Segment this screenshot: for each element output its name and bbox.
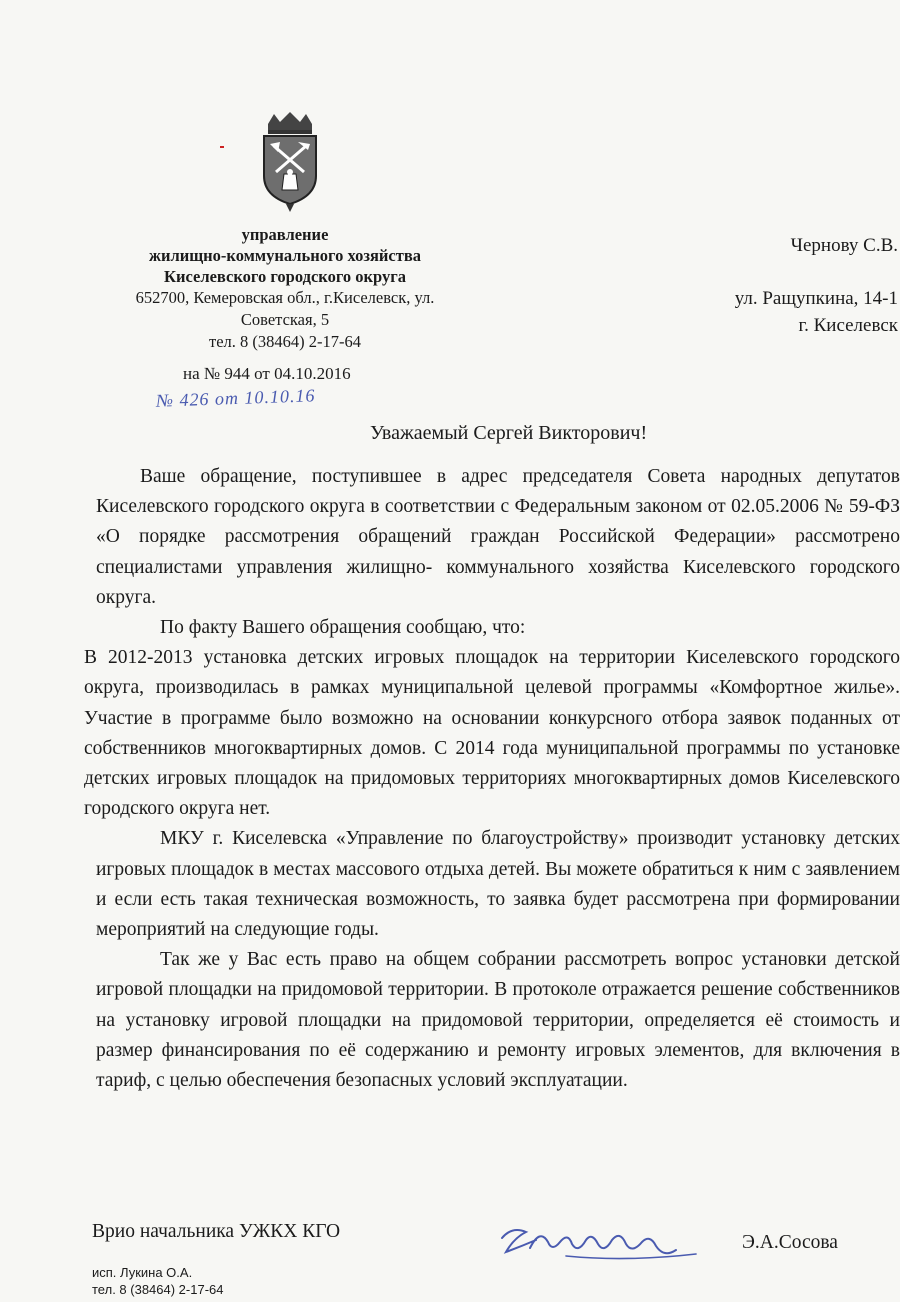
phone: тел. 8 (38464) 2-17-64 <box>209 332 361 351</box>
recipient-block <box>735 232 898 339</box>
coat-of-arms-icon <box>258 110 322 214</box>
recipient-name: Чернову С.В. <box>790 235 898 256</box>
signatory-name: Э.А.Сосова <box>742 1232 838 1253</box>
handwritten-signature <box>496 1218 706 1270</box>
sender-block <box>90 224 480 353</box>
org-line-2: жилищно-коммунального хозяйства <box>149 246 421 265</box>
red-mark <box>220 146 224 148</box>
executor-phone: тел. 8 (38464) 2-17-64 <box>92 1282 224 1297</box>
org-line-3: Киселевского городского округа <box>164 267 406 286</box>
paragraph-1: Ваше обращение, поступившее в адрес председателя Совета народных депутатов Киселевского городского округа в соответствии с Федеральным законом от 02.05.2006 № 59-ФЗ «О порядке рассмотрения обращений граждан Российской Федерации» рассмотрено специалистами управления жилищно- коммунального хозяйства Киселевского городского округа. <box>96 466 900 608</box>
org-line-1: управление <box>241 225 329 244</box>
paragraph-5: Так же у Вас есть право на общем собрании рассмотреть вопрос установки детской игровой площадки на придомовой территории. В протоколе отражается решение собственников на установку игровой площадки на придомовой территории, определяется её стоимость и размер финансирования по её содержанию и ремонту игровых элементов, для включения в тариф, с целью обеспечения безопасных условий эксплуатации. <box>96 949 900 1092</box>
handwritten-reference: № 426 от 10.10.16 <box>155 385 316 411</box>
recipient-city: г. Киселевск <box>798 315 898 336</box>
signatory-title: Врио начальника УЖКХ КГО <box>92 1221 341 1242</box>
paragraph-2: По факту Вашего обращения сообщаю, что: <box>160 617 526 639</box>
letter-body <box>84 462 900 1096</box>
address-line-2: Советская, 5 <box>240 310 330 329</box>
executor-name: исп. Лукина О.А. <box>92 1265 193 1280</box>
paragraph-3: В 2012-2013 установка детских игровых площадок на территории Киселевского городского округа, производилась в рамках муниципальной целевой программы «Комфортное жилье». Участие в программе было возможно на основании конкурсного отбора заявок поданных от собственников многоквартирных домов. С 2014 года муниципальной программы по установке детских игровых площадок на придомовых территориях многоквартирных домов Киселевского городского округа нет. <box>84 647 900 820</box>
paragraph-4: МКУ г. Киселевска «Управление по благоустройству» производит установку детских игровых площадок в местах массового отдыха детей. Вы можете обратиться к ним с заявлением и если есть такая техническая возможность, то заявка будет рассмотрена при формировании мероприятий на следующие годы. <box>96 828 900 941</box>
executor-block <box>92 1264 224 1298</box>
recipient-street: ул. Ращупкина, 14-1 <box>734 288 898 309</box>
greeting: Уважаемый Сергей Викторович! <box>370 422 648 444</box>
address-line-1: 652700, Кемеровская обл., г.Киселевск, ул. <box>135 288 435 307</box>
reference-number: на № 944 от 04.10.2016 <box>183 364 351 383</box>
